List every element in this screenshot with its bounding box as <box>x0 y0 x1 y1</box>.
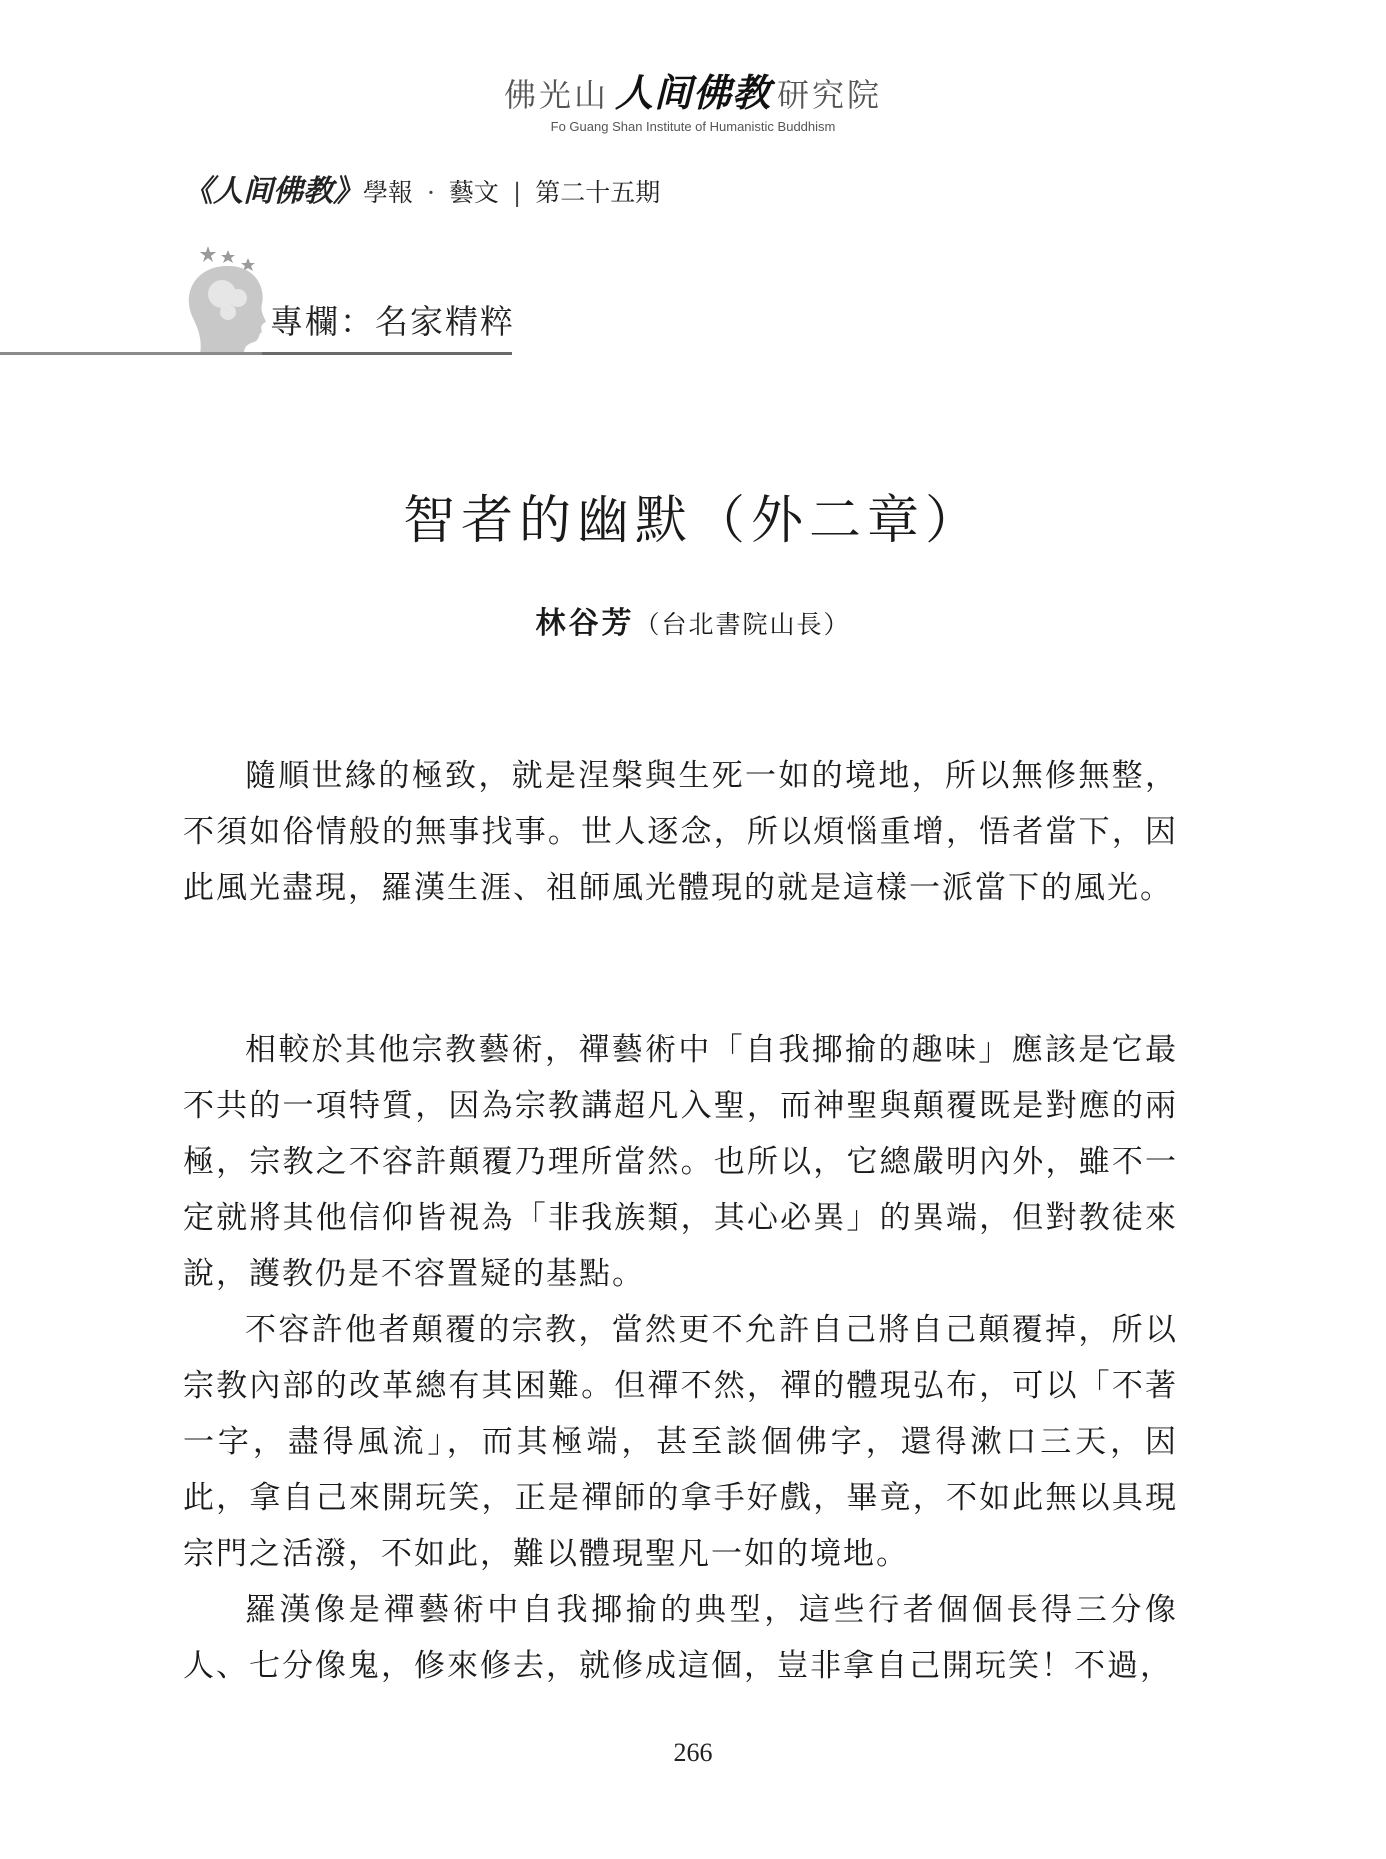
paragraph: 相較於其他宗教藝術，禪藝術中「自我揶揄的趣味」應該是它最不共的一項特質，因為宗教講超凡入聖，而神聖與顛覆既是對應的兩極，宗教之不容許顛覆乃理所當然。也所以，它總嚴明內外，雖不一定就將其他信仰皆視為「非我族類，其心必異」的異端，但對教徒來說，護教仍是不容置疑的基點。 <box>183 1032 1178 1292</box>
article-body <box>183 1022 1178 1694</box>
institute-suffix: 研究院 <box>777 76 883 114</box>
author-affiliation: （台北書院山長） <box>634 610 851 639</box>
paragraph: 不容許他者顛覆的宗教，當然更不允許自己將自己顛覆掉，所以宗教內部的改革總有其困難。但禪不然，禪的體現弘布，可以「不著一字，盡得風流」，而其極端，甚至談個佛字，還得漱口三天，因此，拿自己來開玩笑，正是禪師的拿手好戲，畢竟，不如此無以具現宗門之活潑，不如此，難以體現聖凡一如的境地。 <box>183 1312 1178 1572</box>
thinking-head-icon <box>178 236 270 356</box>
paragraph: 羅漢像是禪藝術中自我揶揄的典型，這些行者個個長得三分像人、七分像鬼，修來修去，就修成這個，豈非拿自己開玩笑！不過， <box>183 1592 1178 1684</box>
column-rule-accent <box>262 352 512 355</box>
journal-brand: 《人间佛教》 <box>183 174 363 209</box>
article-body-intro <box>183 748 1178 916</box>
paragraph: 隨順世緣的極致，就是涅槃與生死一如的境地，所以無修無整，不須如俗情般的無事找事。世人逐念，所以煩惱重增，悟者當下，因此風光盡現，羅漢生涯、祖師風光體現的就是這樣一派當下的風光。 <box>183 758 1178 906</box>
institute-english-name: Fo Guang Shan Institute of Humanistic Buddhism <box>550 119 836 134</box>
institute-brand-logo: 人间佛教 <box>614 71 771 115</box>
journal-name: 學報 <box>363 178 414 207</box>
column-label: 專欄：名家精粹 <box>270 302 515 341</box>
page-number: 266 <box>673 1738 713 1767</box>
institute-title <box>0 62 1386 117</box>
author-name: 林谷芳 <box>535 606 635 641</box>
running-head-dot: · <box>426 178 435 207</box>
issue-number: 第二十五期 <box>535 178 661 207</box>
running-head-separator: | <box>512 178 522 207</box>
section-name: 藝文 <box>448 178 499 207</box>
running-head <box>183 166 660 210</box>
article-title: 智者的幽默（外二章） <box>402 491 983 551</box>
author-line <box>0 598 1386 642</box>
institute-prefix: 佛光山 <box>503 76 609 114</box>
institute-header <box>0 62 1386 134</box>
column-header <box>0 236 1386 366</box>
